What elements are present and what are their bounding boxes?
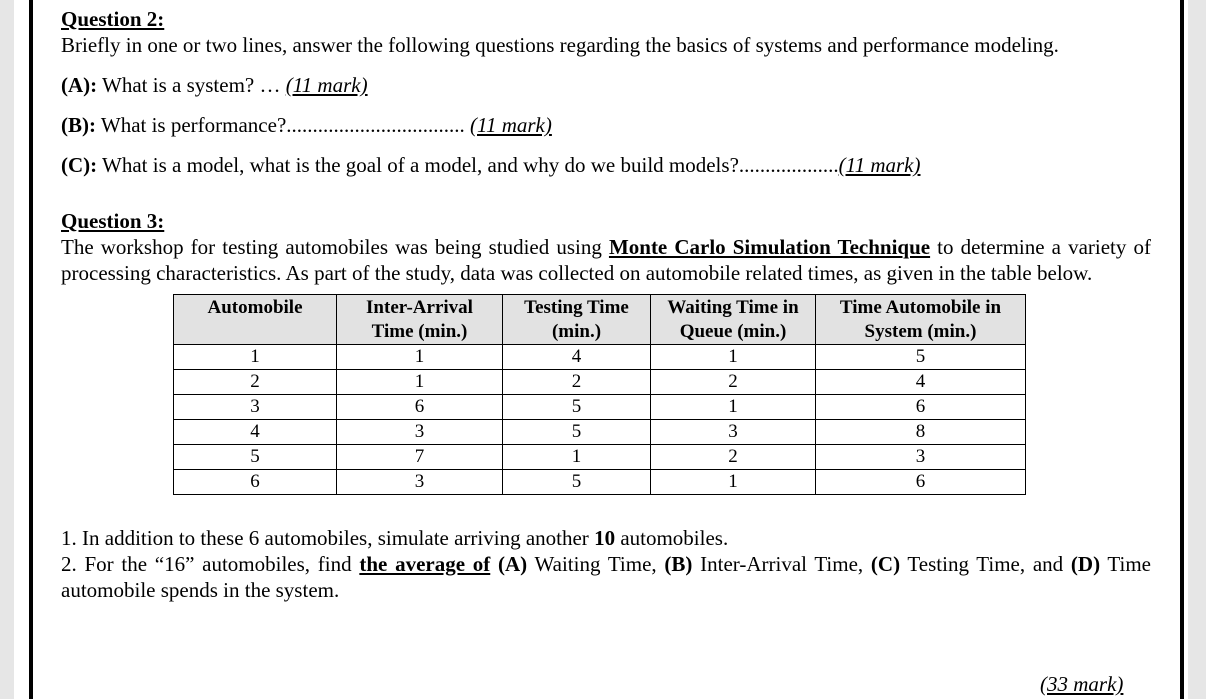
table-header-row	[174, 295, 1026, 345]
page-border-left	[29, 0, 33, 699]
automobile-data-table	[173, 294, 1026, 495]
table-cell: 2	[651, 370, 816, 395]
table-row	[174, 370, 1026, 395]
table-cell: 1	[651, 470, 816, 495]
table-cell: 3	[337, 470, 503, 495]
task-text: automobiles.	[615, 526, 729, 550]
task-text: 1. In addition to these 6 automobiles, simulate arriving another	[61, 526, 595, 550]
table-cell: 2	[503, 370, 651, 395]
table-row	[174, 445, 1026, 470]
table-cell: 7	[337, 445, 503, 470]
task-label: (A)	[498, 552, 528, 576]
technique-name: Monte Carlo Simulation Technique	[608, 235, 931, 259]
question-2-intro: Briefly in one or two lines, answer the following questions regarding the basics of systems and performance modeling.	[61, 33, 1059, 57]
question-3	[61, 208, 1151, 603]
table-cell: 5	[174, 445, 337, 470]
column-header: Automobile	[174, 295, 337, 345]
column-header: Waiting Time in Queue (min.)	[651, 295, 816, 345]
table-cell: 2	[174, 370, 337, 395]
column-header: Testing Time (min.)	[503, 295, 651, 345]
table-cell: 4	[503, 345, 651, 370]
task-label: (D)	[1070, 552, 1101, 576]
table-cell: 6	[337, 395, 503, 420]
task-text: Time automobile spends in the system.	[61, 552, 1151, 602]
task-text	[490, 552, 498, 576]
table-row	[174, 420, 1026, 445]
task-text: 2. For the “16” automobiles, find	[61, 552, 360, 576]
task-1	[61, 525, 1151, 551]
table-cell: 1	[174, 345, 337, 370]
table-row	[174, 345, 1026, 370]
intro-text: The workshop for testing automobiles was being studied using	[61, 235, 609, 259]
item-text: What is performance?..................................	[96, 113, 471, 137]
task-text: Inter-Arrival Time,	[692, 552, 871, 576]
item-label: (B):	[61, 113, 96, 137]
table-cell: 2	[651, 445, 816, 470]
table-cell: 3	[816, 445, 1026, 470]
question-2-item-a	[61, 72, 1151, 98]
table-cell: 6	[174, 470, 337, 495]
table-cell: 1	[651, 345, 816, 370]
table-cell: 6	[816, 470, 1026, 495]
item-label: (C):	[61, 153, 98, 177]
item-mark: (11 mark)	[838, 153, 921, 177]
question-2	[61, 6, 1151, 178]
task-2	[61, 551, 1151, 603]
table-cell: 4	[174, 420, 337, 445]
table-cell: 3	[337, 420, 503, 445]
question-3-intro	[61, 234, 1151, 286]
table-cell: 6	[816, 395, 1026, 420]
right-gutter	[1188, 0, 1206, 699]
question-3-mark: (33 mark)	[1040, 672, 1124, 696]
table-cell: 1	[651, 395, 816, 420]
task-text: Waiting Time,	[527, 552, 665, 576]
table-cell: 5	[503, 470, 651, 495]
table-cell: 5	[816, 345, 1026, 370]
table-cell: 4	[816, 370, 1026, 395]
question-2-item-b	[61, 112, 1151, 138]
question-2-heading: Question 2:	[61, 7, 165, 31]
question-3-tasks	[61, 525, 1151, 603]
table-cell: 8	[816, 420, 1026, 445]
table-cell: 5	[503, 420, 651, 445]
item-label: (A):	[61, 73, 98, 97]
intro-text: to determine a variety of processing characteristics. As part of the study, data was collected on automobile related times, as given in the table below.	[61, 235, 1151, 285]
item-text: What is a system? …	[97, 73, 286, 97]
page-border-right	[1180, 0, 1184, 699]
table-row	[174, 395, 1026, 420]
task-count: 10	[594, 526, 616, 550]
document-body	[61, 6, 1151, 603]
left-gutter	[0, 0, 14, 699]
column-header: Time Automobile in System (min.)	[816, 295, 1026, 345]
column-header: Inter-Arrival Time (min.)	[337, 295, 503, 345]
item-text: What is a model, what is the goal of a model, and why do we build models?...................	[97, 153, 839, 177]
task-emphasis: the average of	[359, 552, 491, 576]
table-cell: 3	[651, 420, 816, 445]
task-label: (C)	[870, 552, 901, 576]
question-2-item-c	[61, 152, 1151, 178]
table-cell: 3	[174, 395, 337, 420]
item-mark: (11 mark)	[285, 73, 368, 97]
table-cell: 1	[337, 370, 503, 395]
question-3-heading: Question 3:	[61, 209, 165, 233]
table-cell: 5	[503, 395, 651, 420]
table-cell: 1	[503, 445, 651, 470]
task-text: Testing Time, and	[900, 552, 1071, 576]
task-label: (B)	[664, 552, 693, 576]
item-mark: (11 mark)	[470, 113, 552, 137]
table-row	[174, 470, 1026, 495]
table-cell: 1	[337, 345, 503, 370]
